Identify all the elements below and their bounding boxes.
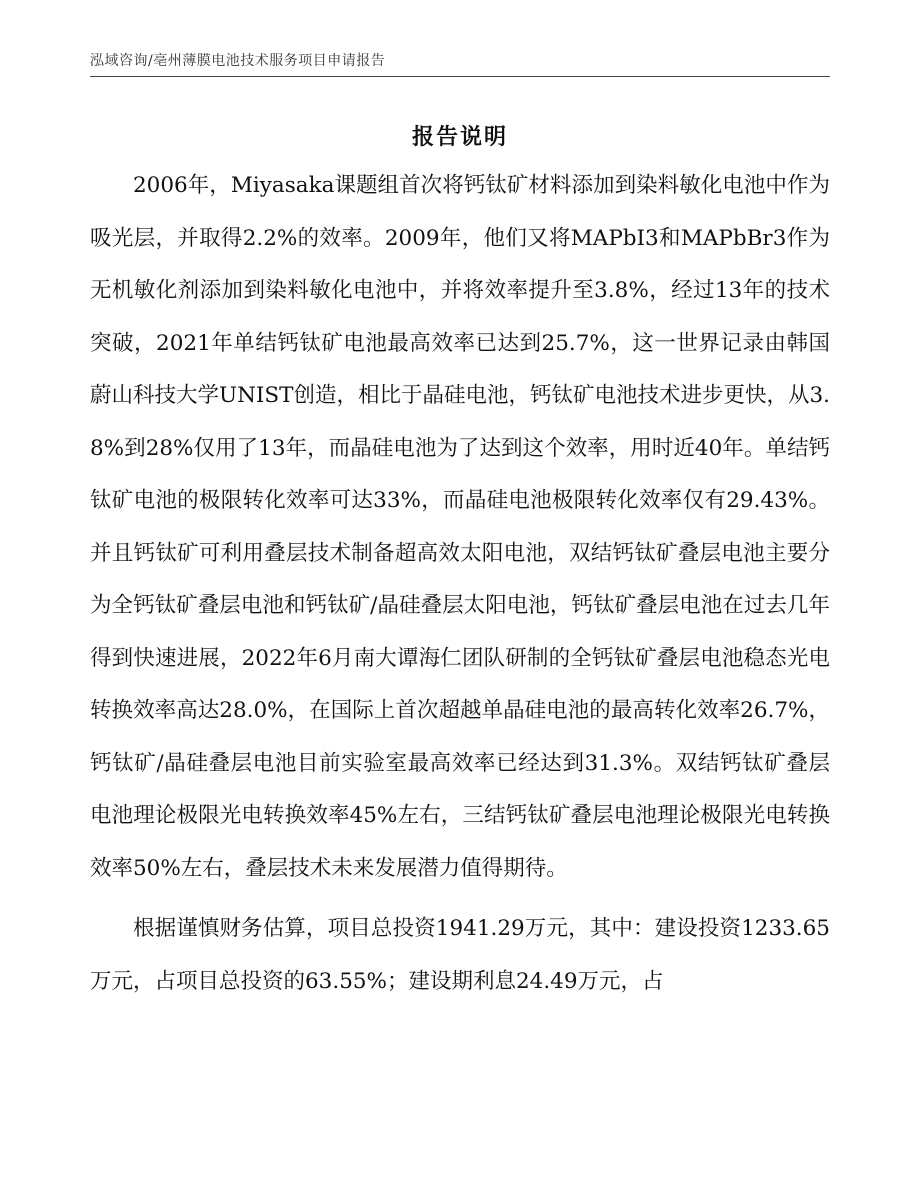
- header-divider: [90, 76, 830, 77]
- paragraph-2: 根据谨慎财务估算，项目总投资1941.29万元，其中：建设投资1233.65万元，占项目总投资的63.55%；建设期利息24.49万元，占: [90, 916, 830, 994]
- document-body: [90, 160, 830, 1008]
- page-title: 报告说明: [411, 125, 508, 150]
- page-header: 泓域咨询/亳州薄膜电池技术服务项目申请报告: [90, 53, 386, 69]
- paragraph-1: 2006年，Miyasaka课题组首次将钙钛矿材料添加到染料敏化电池中作为吸光层，并取得2.2%的效率。2009年，他们又将MAPbI3和MAPbBr3作为无机敏化剂添加到染料敏化电池中，并将效率提升至3.8%，经过13年的技术突破，2021年单结钙钛矿电池最高效率已达到25.7%，这一世界记录由韩国蔚山科技大学UNIST创造，相比于晶硅电池，钙钛矿电池技术进步更快，从3.8%到28%仅用了13年，而晶硅电池为了达到这个效率，用时近40年。单结钙钛矿电池的极限转化效率可达33%，而晶硅电池极限转化效率仅有29.43%。并且钙钛矿可利用叠层技术制备超高效太阳电池，双结钙钛矿叠层电池主要分为全钙钛矿叠层电池和钙钛矿/晶硅叠层太阳电池，钙钛矿叠层电池在过去几年得到快速进展，2022年6月南大谭海仁团队研制的全钙钛矿叠层电池稳态光电转换效率高达28.0%，在国际上首次超越单晶硅电池的最高转化效率26.7%，钙钛矿/晶硅叠层电池目前实验室最高效率已经达到31.3%。双结钙钛矿叠层电池理论极限光电转换效率45%左右，三结钙钛矿叠层电池理论极限光电转换效率50%左右，叠层技术未来发展潜力值得期待。: [90, 173, 831, 881]
